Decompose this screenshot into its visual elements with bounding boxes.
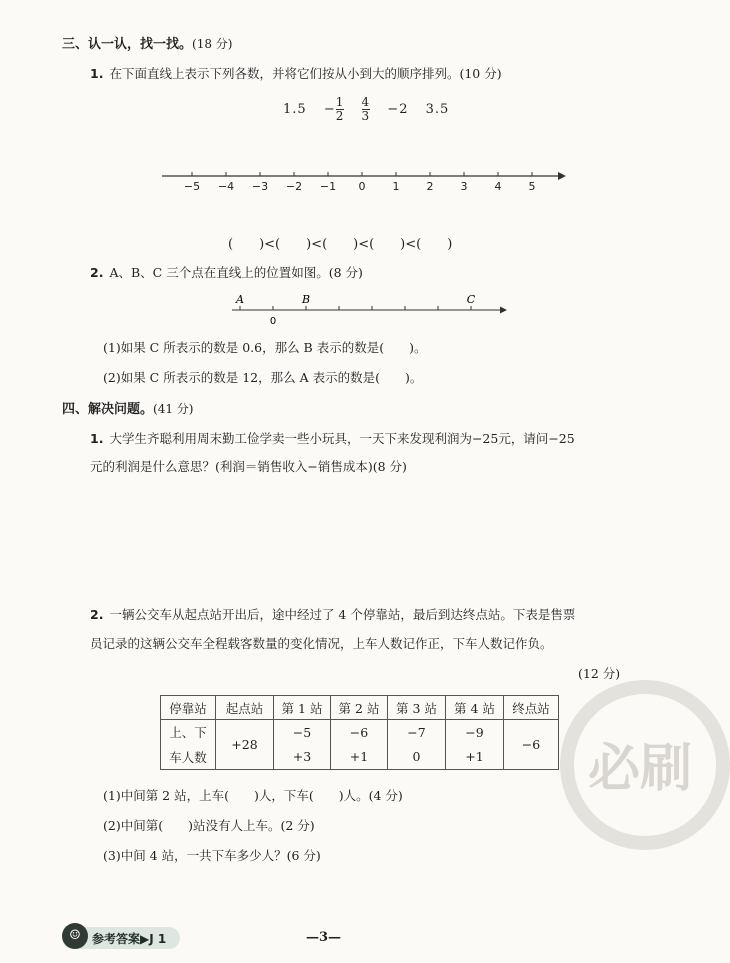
row-label-bottom: 车人数: [161, 745, 216, 770]
question-2-text: A、B、C 三个点在直线上的位置如图。: [109, 265, 329, 280]
arrow-icon: [500, 307, 507, 314]
question-2-sub-1: (1)如果 C 所表示的数是 0.6，那么 B 表示的数是( )。: [103, 340, 427, 355]
row-label-top: 上、下: [161, 720, 216, 745]
fraction-4-3: $\frac{4}{3}$: [361, 95, 371, 123]
answer-badge-label: 参考答案▶J 1: [92, 932, 167, 946]
question-2: [90, 263, 363, 282]
section-3-title: 三、认一认，找一找。: [62, 37, 193, 52]
start-value: +28: [216, 720, 274, 770]
problem-2-line-2: 员记录的这辆公交车全程载客数量的变化情况，上车人数记作正，下车人数记作负。: [90, 636, 553, 651]
section-4-points: (41 分): [153, 402, 194, 416]
table-header: 第 1 站: [274, 696, 331, 720]
tick-label: −3: [251, 180, 269, 193]
table-cell-off: −6: [331, 720, 388, 745]
tick-label: 4: [494, 180, 502, 193]
table-header: 终点站: [504, 696, 559, 720]
table-header: 起点站: [216, 696, 274, 720]
values-to-plot: [283, 96, 461, 123]
tick-label: −4: [217, 180, 235, 193]
table-cell-on: +1: [446, 745, 504, 770]
question-1-text: 在下面直线上表示下列各数，并将它们按从小到大的顺序排列。: [109, 66, 460, 81]
tick-label: −2: [285, 180, 303, 193]
student-avatar-icon: ☺: [62, 923, 88, 949]
number-line-2: [230, 290, 510, 330]
value-neg-half: − $\frac{1}{2}$: [323, 95, 345, 123]
watermark-seal: 必刷: [560, 680, 730, 850]
problem-1-line-1: 1. 大学生齐聪利用周末勤工俭学卖一些小玩具，一天下来发现利润为−25元，请问−25: [90, 431, 575, 446]
problem-2-number: 2.: [90, 607, 104, 622]
section-4-title: 四、解决问题。: [62, 402, 154, 417]
problem-2-sub-2: (2)中间第( )站没有人上车。(2 分): [103, 818, 315, 833]
question-1: [90, 64, 502, 83]
value-1-5: 1.5: [283, 102, 307, 117]
number-line-1: [160, 168, 570, 198]
table-header: 第 2 站: [331, 696, 388, 720]
table-cell-on: +1: [331, 745, 388, 770]
arrow-icon: [558, 172, 566, 180]
section-3-heading: [62, 33, 232, 52]
point-a-label: A: [236, 293, 244, 306]
tick-label: 3: [460, 180, 468, 193]
problem-1-line-2: 元的利润是什么意思？(利润＝销售收入−销售成本)(8 分): [90, 459, 407, 474]
table-cell-off: −9: [446, 720, 504, 745]
tick-label: −1: [319, 180, 337, 193]
question-2-points: (8 分): [328, 265, 363, 280]
table-cell-on: +3: [274, 745, 331, 770]
answer-badge: [62, 927, 180, 949]
table-header: 第 3 站: [388, 696, 446, 720]
bus-record-table: [160, 695, 559, 770]
point-c-label: C: [466, 293, 476, 306]
zero-label: 0: [269, 316, 277, 327]
problem-1-number: 1.: [90, 431, 104, 446]
tick-label: 2: [426, 180, 434, 193]
end-value: −6: [504, 720, 559, 770]
fraction-1-2: $\frac{1}{2}$: [335, 95, 345, 123]
question-2-number: 2.: [90, 265, 104, 280]
section-3-points: (18 分): [192, 37, 233, 51]
tick-label: 1: [392, 180, 400, 193]
question-1-points: (10 分): [459, 66, 502, 81]
problem-2-line-1: 2. 一辆公交车从起点站开出后，途中经过了 4 个停靠站，最后到达终点站。下表是售票: [90, 607, 576, 622]
problem-2-sub-3: (3)中间 4 站，一共下车多少人？(6 分): [103, 848, 321, 863]
table-header: 第 4 站: [446, 696, 504, 720]
tick-label: 5: [528, 180, 536, 193]
table-header: 停靠站: [161, 696, 216, 720]
table-cell-off: −7: [388, 720, 446, 745]
problem-2-sub-1: (1)中间第 2 站，上车( )人，下车( )人。(4 分): [103, 788, 403, 803]
value-3-5: 3.5: [425, 102, 450, 117]
page-number: —3—: [306, 930, 342, 945]
problem-2-points: (12 分): [578, 666, 621, 681]
table-cell-off: −5: [274, 720, 331, 745]
section-4-heading: [62, 398, 193, 417]
question-2-sub-2: (2)如果 C 所表示的数是 12，那么 A 表示的数是( )。: [103, 370, 423, 385]
order-blanks[interactable]: ( )<( )<( )<( )<( ): [228, 237, 453, 252]
tick-label: −5: [183, 180, 201, 193]
question-1-number: 1.: [90, 66, 104, 81]
table-cell-on: 0: [388, 745, 446, 770]
value-neg-2: −2: [387, 102, 409, 117]
point-b-label: B: [301, 293, 311, 306]
tick-label: 0: [358, 180, 366, 193]
